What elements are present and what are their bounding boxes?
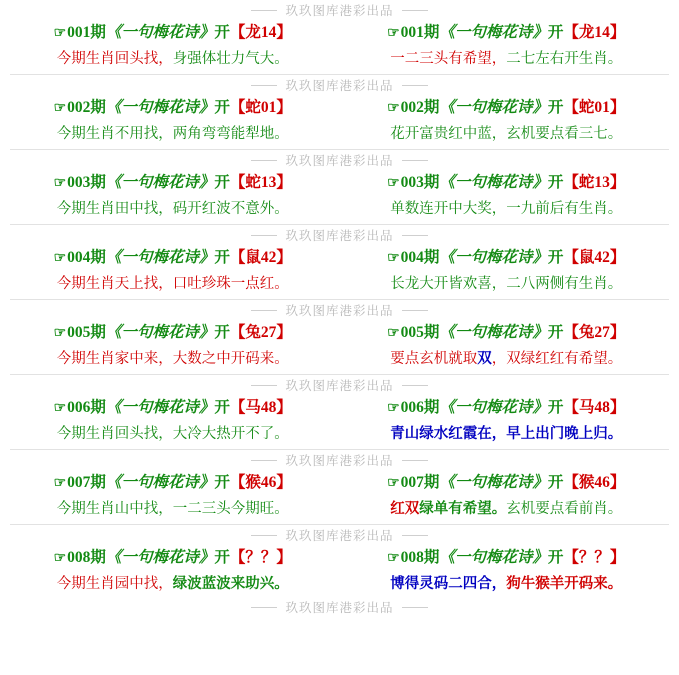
result-value: 【鼠42】 — [563, 249, 626, 266]
open-label: 开 — [547, 549, 564, 566]
pointing-hand-icon: ☞ — [53, 401, 67, 416]
verse-segment: 绿波蓝波来助兴。 — [172, 576, 289, 592]
verse-segment: 码开红波不意外。 — [172, 201, 289, 217]
entry-verse-row — [6, 497, 673, 522]
entry-verse — [340, 122, 674, 147]
watermark-row — [0, 300, 679, 320]
watermark-text: 玖玖图库港彩出品 — [285, 379, 394, 393]
watermark-text: 玖玖图库港彩出品 — [285, 601, 394, 615]
open-label: 开 — [214, 549, 230, 566]
issue-number: 008期 — [400, 549, 440, 566]
result-value: 【马48】 — [229, 399, 292, 416]
entry-right-title-cell — [340, 20, 674, 47]
verse-segment: 玄机要点看三七。 — [506, 126, 623, 142]
watermark-row — [0, 225, 679, 245]
watermark-row — [0, 597, 679, 617]
watermark-dash-right — [402, 535, 428, 536]
verse-segment: 身强体壮力气大。 — [172, 51, 289, 67]
pointing-hand-icon: ☞ — [387, 401, 400, 416]
entry-verse — [6, 47, 340, 72]
watermark-dash-right — [402, 85, 428, 86]
entry-block — [0, 20, 679, 72]
poem-title: 《一句梅花诗》 — [105, 174, 215, 191]
result-value: 【蛇01】 — [563, 99, 626, 116]
issue-number: 003期 — [67, 174, 106, 191]
verse-segment: 今期生肖回头找， — [56, 426, 173, 442]
entry-verse-row — [6, 572, 673, 597]
entry-right-title-cell — [340, 95, 674, 122]
entry-left-verse-cell — [6, 497, 340, 522]
entry-left-verse-cell — [6, 122, 340, 147]
result-value: 【？？】 — [229, 549, 292, 566]
verse-segment: 今期生肖不用找， — [56, 126, 173, 142]
entry-title — [6, 20, 340, 47]
entry-verse — [6, 422, 340, 447]
issue-number: 002期 — [67, 99, 106, 116]
entry-block — [0, 395, 679, 447]
entry-verse — [6, 572, 340, 597]
entry-right-verse-cell — [340, 122, 674, 147]
result-value: 【蛇01】 — [229, 99, 292, 116]
watermark-row — [0, 525, 679, 545]
entry-left-verse-cell — [6, 197, 340, 222]
watermark-text: 玖玖图库港彩出品 — [285, 304, 394, 318]
entry-verse-row — [6, 197, 673, 222]
poem-title: 《一句梅花诗》 — [439, 249, 548, 266]
entry-title-row — [6, 395, 673, 422]
entry-title — [340, 245, 674, 272]
entry-title — [6, 545, 340, 572]
watermark-dash-left — [251, 385, 277, 386]
entry-title-row — [6, 320, 673, 347]
issue-number: 005期 — [400, 324, 440, 341]
verse-segment: 一九前后有生肖。 — [506, 201, 623, 217]
poem-title: 《一句梅花诗》 — [105, 99, 215, 116]
watermark-dash-left — [251, 310, 277, 311]
issue-number: 006期 — [400, 399, 440, 416]
pointing-hand-icon: ☞ — [387, 26, 400, 41]
issue-number: 001期 — [400, 24, 440, 41]
poem-title: 《一句梅花诗》 — [439, 24, 548, 41]
entry-left-verse-cell — [6, 422, 340, 447]
pointing-hand-icon: ☞ — [387, 551, 400, 566]
watermark-dash-right — [402, 235, 428, 236]
open-label: 开 — [547, 24, 564, 41]
entry-title — [340, 170, 674, 197]
watermark-row — [0, 375, 679, 395]
issue-number: 006期 — [67, 399, 106, 416]
verse-segment: 要点玄机就取 — [390, 351, 478, 367]
entry-right-verse-cell — [340, 422, 674, 447]
entry-title-row — [6, 545, 673, 572]
entry-title — [6, 395, 340, 422]
pointing-hand-icon: ☞ — [387, 476, 400, 491]
entry-block — [0, 545, 679, 597]
pointing-hand-icon: ☞ — [53, 251, 67, 266]
pointing-hand-icon: ☞ — [387, 101, 400, 116]
pointing-hand-icon: ☞ — [387, 251, 400, 266]
pointing-hand-icon: ☞ — [53, 476, 67, 491]
result-value: 【蛇13】 — [563, 174, 626, 191]
verse-segment: 青山绿水红霞在，早上出门晚上归。 — [390, 426, 623, 442]
watermark-dash-left — [251, 160, 277, 161]
entry-left-verse-cell — [6, 272, 340, 297]
poem-title: 《一句梅花诗》 — [105, 474, 215, 491]
entry-verse-row — [6, 422, 673, 447]
poem-title: 《一句梅花诗》 — [439, 399, 548, 416]
verse-segment: 今期生肖田中找， — [56, 201, 173, 217]
watermark-text: 玖玖图库港彩出品 — [285, 79, 394, 93]
verse-segment: 大冷大热开不了。 — [172, 426, 289, 442]
entry-verse-row — [6, 272, 673, 297]
verse-segment: 单数连开中大奖， — [390, 201, 507, 217]
open-label: 开 — [214, 249, 230, 266]
poem-title: 《一句梅花诗》 — [439, 174, 548, 191]
verse-segment: 狗牛猴羊开码来。 — [506, 576, 623, 592]
open-label: 开 — [547, 474, 564, 491]
entry-right-verse-cell — [340, 572, 674, 597]
entry-right-verse-cell — [340, 197, 674, 222]
entry-left-title-cell — [6, 395, 340, 422]
entry-title — [340, 20, 674, 47]
entry-right-title-cell — [340, 245, 674, 272]
open-label: 开 — [547, 399, 564, 416]
entry-title — [6, 95, 340, 122]
poem-title: 《一句梅花诗》 — [105, 249, 215, 266]
result-value: 【龙14】 — [563, 24, 626, 41]
poem-title: 《一句梅花诗》 — [439, 549, 548, 566]
entry-left-title-cell — [6, 470, 340, 497]
result-value: 【猴46】 — [229, 474, 292, 491]
entry-verse — [6, 347, 340, 372]
entry-title — [340, 470, 674, 497]
poem-title: 《一句梅花诗》 — [439, 99, 548, 116]
open-label: 开 — [214, 474, 230, 491]
verse-segment: 二七左右开生肖。 — [506, 51, 623, 67]
poem-title: 《一句梅花诗》 — [105, 549, 215, 566]
open-label: 开 — [547, 324, 564, 341]
verse-segment: 二八两侧有生肖。 — [506, 276, 623, 292]
entry-block — [0, 320, 679, 372]
result-value: 【龙14】 — [229, 24, 292, 41]
issue-number: 007期 — [67, 474, 106, 491]
verse-segment: 今期生肖回头找， — [56, 51, 173, 67]
entry-title — [6, 470, 340, 497]
watermark-dash-left — [251, 85, 277, 86]
poem-title: 《一句梅花诗》 — [105, 24, 215, 41]
watermark-dash-left — [251, 607, 277, 608]
entry-right-verse-cell — [340, 47, 674, 72]
watermark-dash-left — [251, 535, 277, 536]
open-label: 开 — [214, 99, 230, 116]
watermark-dash-right — [402, 460, 428, 461]
entry-right-title-cell — [340, 395, 674, 422]
verse-segment: 绿单有希望。 — [419, 501, 507, 517]
result-value: 【兔27】 — [229, 324, 292, 341]
verse-segment: 花开富贵红中蓝， — [390, 126, 507, 142]
poem-title: 《一句梅花诗》 — [105, 399, 215, 416]
entry-block — [0, 470, 679, 522]
entry-left-title-cell — [6, 320, 340, 347]
entry-left-title-cell — [6, 170, 340, 197]
entry-block — [0, 170, 679, 222]
entry-verse — [6, 497, 340, 522]
entry-verse — [6, 272, 340, 297]
entry-title-row — [6, 20, 673, 47]
entry-right-title-cell — [340, 470, 674, 497]
watermark-dash-left — [251, 235, 277, 236]
entry-left-verse-cell — [6, 47, 340, 72]
result-value: 【蛇13】 — [229, 174, 292, 191]
watermark-dash-right — [402, 310, 428, 311]
watermark-text: 玖玖图库港彩出品 — [285, 229, 394, 243]
verse-segment: 大数之中开码来。 — [172, 351, 289, 367]
pointing-hand-icon: ☞ — [387, 326, 400, 341]
entry-verse — [340, 347, 674, 372]
entry-left-verse-cell — [6, 347, 340, 372]
watermark-text: 玖玖图库港彩出品 — [285, 454, 394, 468]
watermark-dash-right — [402, 10, 428, 11]
verse-segment: 一二三头有希望， — [390, 51, 507, 67]
entry-title — [6, 245, 340, 272]
entry-left-title-cell — [6, 545, 340, 572]
entry-verse — [340, 197, 674, 222]
entry-verse — [340, 422, 674, 447]
result-value: 【猴46】 — [563, 474, 626, 491]
watermark-dash-right — [402, 607, 428, 608]
watermark-dash-left — [251, 460, 277, 461]
entry-verse — [340, 272, 674, 297]
watermark-row — [0, 150, 679, 170]
watermark-dash-left — [251, 10, 277, 11]
entry-verse-row — [6, 122, 673, 147]
verse-segment: 今期生肖山中找， — [56, 501, 173, 517]
watermark-row — [0, 0, 679, 20]
open-label: 开 — [214, 174, 230, 191]
entry-right-title-cell — [340, 170, 674, 197]
entry-title — [340, 95, 674, 122]
entry-verse — [340, 47, 674, 72]
verse-segment: 红双 — [390, 501, 420, 517]
verse-segment: 今期生肖园中找， — [56, 576, 173, 592]
entry-title — [340, 320, 674, 347]
entry-right-title-cell — [340, 320, 674, 347]
watermark-text: 玖玖图库港彩出品 — [285, 4, 394, 18]
entry-verse — [340, 572, 674, 597]
verse-segment: 长龙大开皆欢喜， — [390, 276, 507, 292]
issue-number: 001期 — [67, 24, 106, 41]
verse-segment: 一二三头今期旺。 — [172, 501, 289, 517]
open-label: 开 — [547, 249, 564, 266]
verse-segment: 双 — [477, 351, 492, 367]
poem-title: 《一句梅花诗》 — [105, 324, 215, 341]
verse-segment: 口吐珍珠一点红。 — [172, 276, 289, 292]
watermark-dash-right — [402, 385, 428, 386]
verse-segment: 今期生肖家中来， — [56, 351, 173, 367]
open-label: 开 — [547, 99, 564, 116]
issue-number: 004期 — [67, 249, 106, 266]
issue-number: 005期 — [67, 324, 106, 341]
open-label: 开 — [214, 399, 230, 416]
entry-right-verse-cell — [340, 497, 674, 522]
entry-left-title-cell — [6, 95, 340, 122]
issue-number: 008期 — [67, 549, 106, 566]
open-label: 开 — [214, 324, 230, 341]
entry-right-title-cell — [340, 545, 674, 572]
entry-right-verse-cell — [340, 272, 674, 297]
open-label: 开 — [214, 24, 230, 41]
verse-segment: 玄机要点看前肖。 — [506, 501, 623, 517]
entry-verse — [6, 122, 340, 147]
entry-title — [6, 170, 340, 197]
verse-segment: 博得灵码二四合， — [390, 576, 507, 592]
entry-title-row — [6, 245, 673, 272]
entry-verse-row — [6, 47, 673, 72]
result-value: 【鼠42】 — [229, 249, 292, 266]
entry-verse — [6, 197, 340, 222]
watermark-dash-right — [402, 160, 428, 161]
entry-left-title-cell — [6, 245, 340, 272]
watermark-row — [0, 450, 679, 470]
watermark-text: 玖玖图库港彩出品 — [285, 529, 394, 543]
pointing-hand-icon: ☞ — [53, 101, 67, 116]
entry-verse — [340, 497, 674, 522]
entry-left-verse-cell — [6, 572, 340, 597]
verse-segment: 两角弯弯能犁地。 — [172, 126, 289, 142]
entry-title — [340, 545, 674, 572]
open-label: 开 — [547, 174, 564, 191]
issue-number: 004期 — [400, 249, 440, 266]
issue-number: 002期 — [400, 99, 440, 116]
entry-title-row — [6, 170, 673, 197]
entry-title-row — [6, 95, 673, 122]
entry-block — [0, 245, 679, 297]
verse-segment: ，双绿红红有希望。 — [491, 351, 623, 367]
entry-title — [340, 395, 674, 422]
pointing-hand-icon: ☞ — [53, 551, 67, 566]
pointing-hand-icon: ☞ — [53, 326, 67, 341]
result-value: 【？？】 — [563, 549, 626, 566]
verse-segment: 今期生肖天上找， — [56, 276, 173, 292]
entry-right-verse-cell — [340, 347, 674, 372]
poem-title: 《一句梅花诗》 — [439, 324, 548, 341]
poem-title: 《一句梅花诗》 — [439, 474, 548, 491]
entry-title-row — [6, 470, 673, 497]
entry-block — [0, 95, 679, 147]
entry-verse-row — [6, 347, 673, 372]
issue-number: 003期 — [400, 174, 440, 191]
result-value: 【兔27】 — [563, 324, 626, 341]
issue-number: 007期 — [400, 474, 440, 491]
pointing-hand-icon: ☞ — [53, 26, 67, 41]
watermark-row — [0, 75, 679, 95]
result-value: 【马48】 — [563, 399, 626, 416]
watermark-text: 玖玖图库港彩出品 — [285, 154, 394, 168]
pointing-hand-icon: ☞ — [53, 176, 67, 191]
entry-title — [6, 320, 340, 347]
entry-left-title-cell — [6, 20, 340, 47]
pointing-hand-icon: ☞ — [387, 176, 400, 191]
